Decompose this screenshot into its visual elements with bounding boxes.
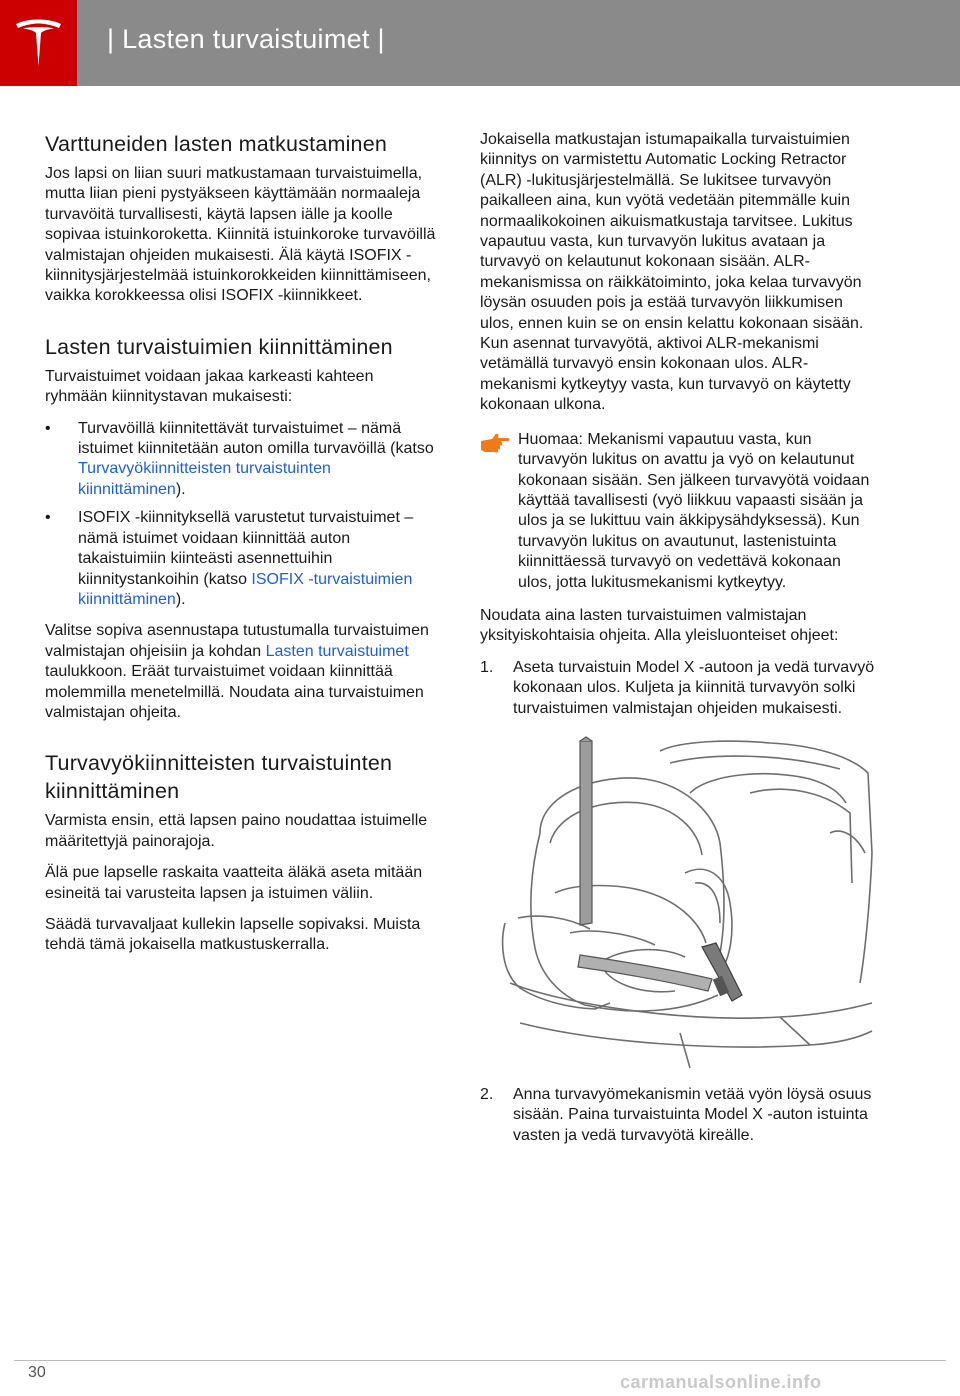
text-part: Valitse sopiva asennustapa tutustumalla turvaistuimen valmistajan ohjeisiin ja kohdan	[45, 622, 429, 660]
header-bar	[0, 0, 960, 86]
paragraph-follow-instructions: Noudata aina lasten turvaistuimen valmistajan yksityiskohtaisia ohjeita. Alla yleisluonteiset ohjeet:	[480, 606, 839, 645]
logo-box	[0, 0, 77, 86]
heading-installing-child-seats: Lasten turvaistuimien kiinnittäminen	[45, 334, 393, 359]
step-text: Aseta turvaistuin Model X -autoon ja vedä turvavyö kokonaan ulos. Kuljeta ja kiinnitä turvavyön solki turvaistuimen valmistajan ohjeiden mukaisesti.	[513, 658, 875, 717]
bullet-icon: •	[45, 419, 51, 437]
paragraph-seat-groups: Turvaistuimet voidaan jakaa karkeasti kahteen ryhmään kiinnitystavan mukaisesti:	[45, 367, 374, 406]
bullet-icon: •	[45, 509, 51, 527]
paragraph-weight-limits: Varmista ensin, että lapsen paino noudattaa istuimelle määritettyjä painorajoja.	[45, 812, 428, 850]
paragraph-choose-method	[45, 621, 440, 723]
step-text: Anna turvavyömekanismin vetää vyön löysä osuus sisään. Paina turvaistuinta Model X -auton istuinta vasten ja vedä turvavyötä kireälle.	[513, 1085, 872, 1144]
list-item	[480, 658, 875, 719]
child-seat-belt-illustration	[480, 733, 875, 1069]
heading-older-children: Varttuneiden lasten matkustaminen	[45, 132, 388, 156]
steps-list	[480, 658, 875, 719]
right-column	[480, 130, 875, 1157]
page-number: 30	[28, 1364, 46, 1381]
list-item	[45, 508, 440, 610]
step-number: 1.	[480, 658, 494, 676]
paragraph-harness: Säädä turvavaljaat kullekin lapselle sopivaksi. Muista tehdä tämä jokaisella matkustuskerralla.	[45, 915, 421, 954]
seat-drawing	[480, 733, 875, 1069]
watermark: carmanualsonline.info	[620, 1372, 822, 1392]
link-child-seats-table[interactable]: Lasten turvaistuimet	[265, 642, 409, 660]
text-part: taulukkoon. Eräät turvaistuimet voidaan kiinnittää molemmilla menetelmillä. Noudata aina turvaistuimen valmistajan ohjeita.	[45, 663, 424, 721]
list-item	[45, 419, 440, 501]
footer-divider	[14, 1360, 946, 1361]
left-column	[45, 130, 440, 967]
bullet-text: ISOFIX -kiinnityksellä varustetut turvaistuimet – nämä istuimet voidaan kiinnittää auton takaistuimiin kiinteästi asennettuihin kiinnitystankoihin (katso	[78, 509, 414, 588]
paragraph-alr: Jokaisella matkustajan istumapaikalla turvaistuimien kiinnitys on varmistettu Automatic Locking Retractor (ALR) -lukitusjärjestelmällä. Se lukitsee turvavyön paikalleen aina, kun vyötä vedetään pitemmälle kuin normaalikokoinen aikuismatkustaja tarvitsee. Lukitus vapautuu vasta, kun turvavyön lukitus avataan ja turvavyö on kelautunut kokonaan sisään. ALR-mekanismissa on räikkätoiminto, joka kelaa turvavyön löysän osuuden pois ja estää turvavyön liikkumisen ulos, ennen kuin se on ensin kelattu kokonaan sisään. Kun asennat turvavyötä, aktivoi ALR-mekanismi vetämällä turvavyö ensin kokonaan ulos. ALR-mekanismi kytkeytyy vasta, kun turvavyö on käytetty kokonaan ulkona.	[480, 131, 864, 414]
heading-belt-seats: Turvavyökiinnitteisten turvaistuinten kiinnittäminen	[45, 751, 393, 804]
bullet-list	[45, 419, 440, 611]
bullet-text-end: ).	[175, 480, 186, 498]
paragraph-booster-seat: Jos lapsi on liian suuri matkustamaan turvaistuimella, mutta liian pieni pystyäkseen käyttämään normaaleja turvavöitä turvallisesti, käytä lapsen iälle ja koolle sopivaa istuinkoroketta. Kiinnitä istuinkoroke turvavöillä valmistajan ohjeiden mukaisesti. Älä käytä ISOFIX -kiinnitysjärjestelmää istuinkorokkeiden kiinnittämiseen, vaikka korokkeessa olisi ISOFIX -kiinnikkeet.	[45, 165, 436, 305]
bullet-text-end: ).	[175, 590, 186, 608]
note-box	[480, 430, 875, 593]
pointing-hand-icon	[480, 432, 510, 454]
note-text: Huomaa: Mekanismi vapautuu vasta, kun turvavyön lukitus on avattu ja vyö on kelautunut kokonaan sisään. Sen jälkeen turvavyötä voidaan käyttää tavallisesti (vyö liikkuu vapaasti sisään ja ulos ja se lukittuu vain äkkipysähdyksessä). Kun turvavyön lukitus on avautunut, lastenistuinta kiinnittäessä turvavyö on vedettävä kokonaan ulos, jotta lukitusmekanismi kytkeytyy.	[518, 430, 870, 591]
tesla-logo-icon	[14, 18, 63, 68]
link-belt-seats[interactable]: Turvavyökiinnitteisten turvaistuinten kiinnittäminen	[78, 460, 331, 498]
bullet-text: Turvavöillä kiinnitettävät turvaistuimet – nämä istuimet kiinnitetään auton omilla turvavöillä (katso	[78, 419, 434, 458]
step-number: 2.	[480, 1085, 494, 1103]
steps-list-continued	[480, 1085, 875, 1146]
header-title: | Lasten turvaistuimet |	[107, 24, 385, 54]
list-item	[480, 1085, 875, 1146]
paragraph-clothing: Älä pue lapselle raskaita vaatteita äläkä aseta mitään esineitä tai varusteita lapsen ja istuimen väliin.	[45, 864, 423, 902]
link-isofix-seats[interactable]: ISOFIX -turvaistuimien kiinnittäminen	[78, 570, 413, 608]
